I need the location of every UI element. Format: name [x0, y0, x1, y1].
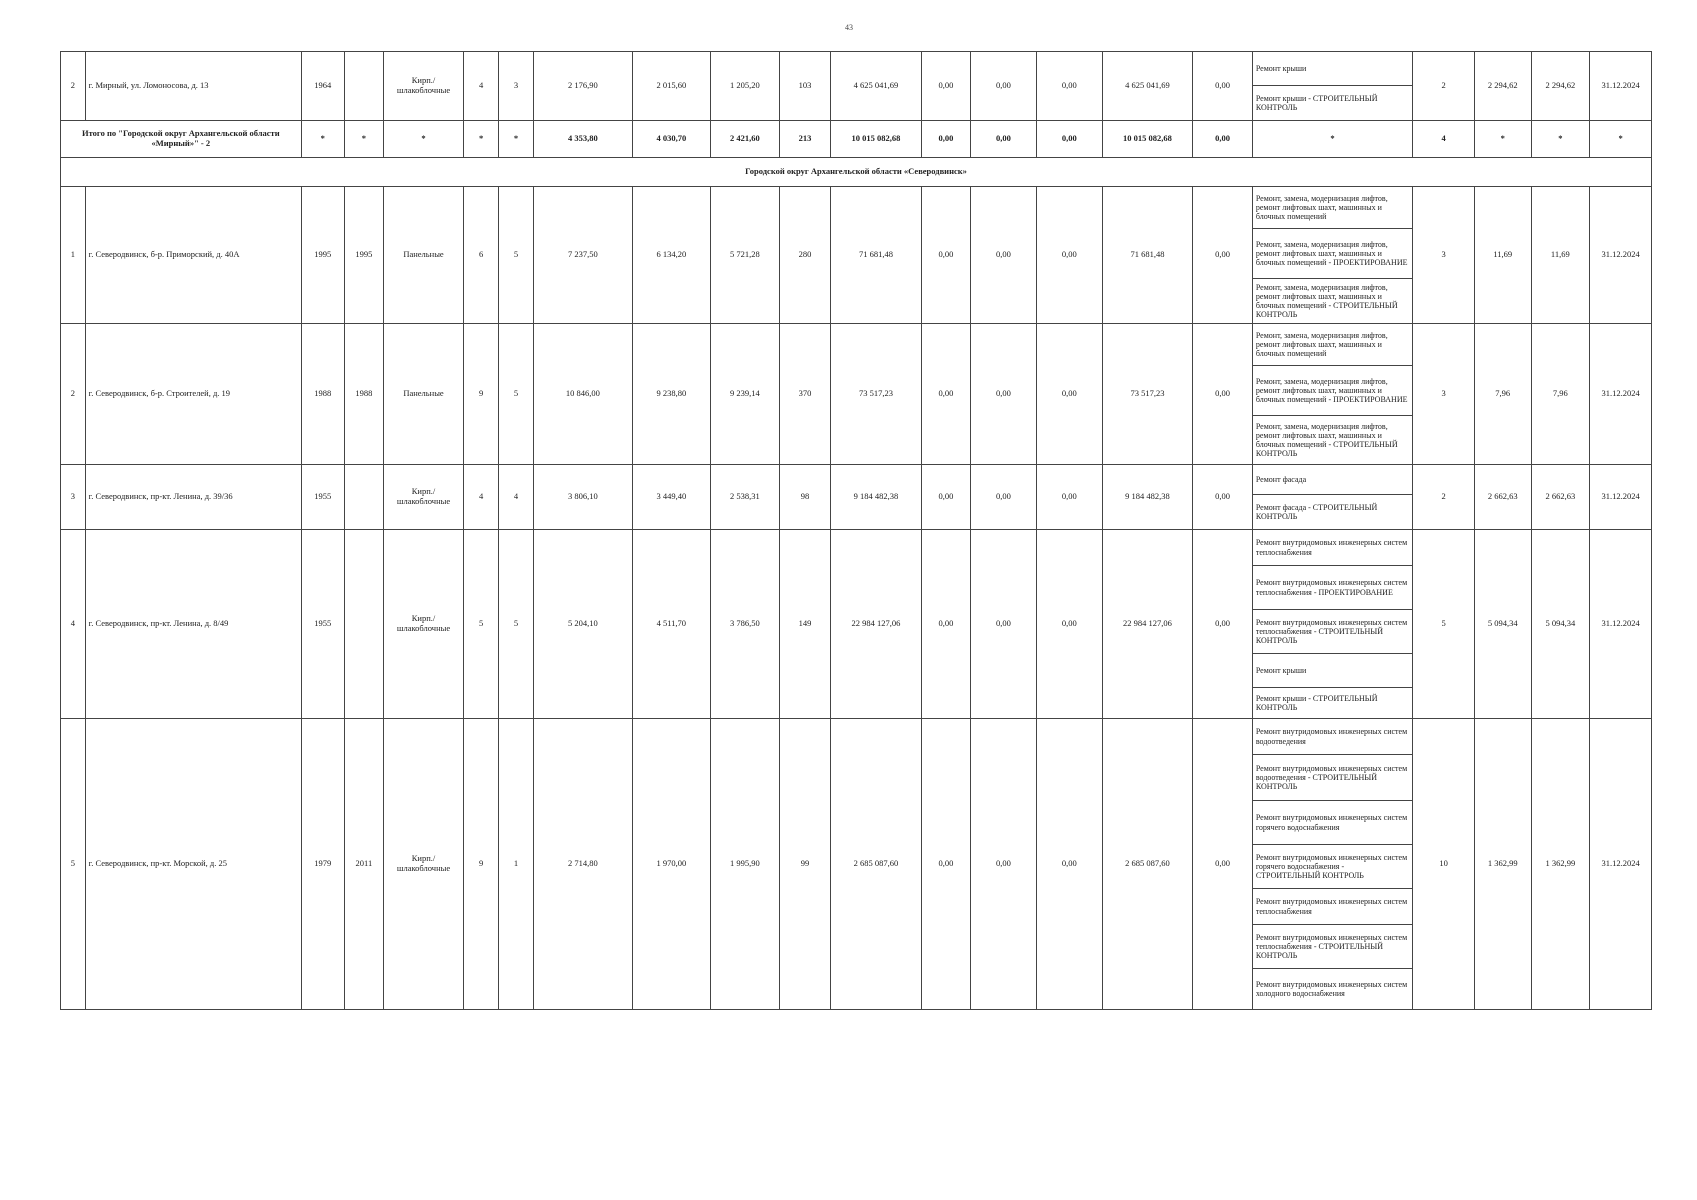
work-item: Ремонт крыши [1253, 52, 1412, 86]
work-item: Ремонт, замена, модернизация лифтов, ремонт лифтовых шахт, машинных и блочных помещений - СТРОИТЕЛЬНЫЙ КОНТРОЛЬ [1255, 421, 1398, 459]
fund-region-cell: 0,00 [971, 187, 1037, 324]
total-limit-cost-cell: * [1531, 121, 1590, 158]
floors-cell: 5 [464, 530, 499, 719]
total-cost-total-cell: 10 015 082,68 [831, 121, 922, 158]
unit-cost-cell: 1 362,99 [1474, 719, 1531, 1010]
floors-cell: 9 [464, 324, 499, 465]
total-total-area-cell: 4 353,80 [534, 121, 633, 158]
work-item: Ремонт внутридомовых инженерных систем теплоснабжения [1253, 530, 1412, 566]
work-item: Ремонт, замена, модернизация лифтов, ремонт лифтовых шахт, машинных и блочных помещений - СТРОИТЕЛЬНЫЙ КОНТРОЛЬ [1255, 282, 1398, 320]
residents-cell: 98 [779, 465, 830, 530]
total-area-cell: 10 846,00 [534, 324, 633, 465]
area-living-cell: 5 721,28 [710, 187, 779, 324]
area-living-cell: 1 205,20 [710, 52, 779, 121]
row-number-cell: 5 [61, 719, 86, 1010]
limit-cost-cell: 5 094,34 [1531, 530, 1590, 719]
works-cell [1252, 187, 1412, 324]
fund-local-cell: 0,00 [1036, 52, 1102, 121]
fund-region-cell: 0,00 [971, 719, 1037, 1010]
year-built-cell: 1988 [301, 324, 344, 465]
unit-cost-cell: 11,69 [1474, 187, 1531, 324]
year-overhaul-cell: 1988 [344, 324, 383, 465]
cost-total-cell: 73 517,23 [831, 324, 922, 465]
fund-owners-cell: 9 184 482,38 [1102, 465, 1193, 530]
year-built-cell: 1964 [301, 52, 344, 121]
floors-cell: 9 [464, 719, 499, 1010]
works-cell [1252, 719, 1412, 1010]
fund-local-cell: 0,00 [1036, 719, 1102, 1010]
section-row [61, 158, 1652, 187]
fund-local-cell: 0,00 [1036, 324, 1102, 465]
works-cell [1252, 465, 1412, 530]
work-item: Ремонт внутридомовых инженерных систем водоотведения [1253, 719, 1412, 755]
address-cell: г. Северодвинск, пр-кт. Ленина, д. 39/36 [85, 465, 301, 530]
year-overhaul-cell [344, 52, 383, 121]
year-built-cell: 1979 [301, 719, 344, 1010]
fund-local-cell: 0,00 [1036, 530, 1102, 719]
fund-owners-cell: 71 681,48 [1102, 187, 1193, 324]
cost-total-cell: 9 184 482,38 [831, 465, 922, 530]
fund-federal-cell: 0,00 [921, 52, 970, 121]
address-cell: г. Мирный, ул. Ломоносова, д. 13 [85, 52, 301, 121]
row-number-cell: 2 [61, 324, 86, 465]
fund-other-cell: 0,00 [1193, 324, 1253, 465]
total-fund-local-cell: 0,00 [1036, 121, 1102, 158]
wall-material-cell: Кирп./шлакоблочные [383, 52, 463, 121]
entrances-cell: 5 [499, 530, 534, 719]
work-item: Ремонт внутридомовых инженерных систем водоотведения - СТРОИТЕЛЬНЫЙ КОНТРОЛЬ [1253, 755, 1412, 801]
address-cell: г. Северодвинск, б-р. Приморский, д. 40А [85, 187, 301, 324]
floors-cell: 4 [464, 52, 499, 121]
entrances-cell: 4 [499, 465, 534, 530]
total-year-built-cell: * [301, 121, 344, 158]
entrances-cell: 5 [499, 187, 534, 324]
area-living-cell: 2 538,31 [710, 465, 779, 530]
work-count-cell: 5 [1413, 530, 1475, 719]
total-area-premises-cell: 4 030,70 [632, 121, 710, 158]
table-row [61, 187, 1652, 324]
area-premises-cell: 4 511,70 [632, 530, 710, 719]
year-built-cell: 1955 [301, 530, 344, 719]
deadline-cell: 31.12.2024 [1590, 324, 1652, 465]
fund-other-cell: 0,00 [1193, 719, 1253, 1010]
row-number-cell: 4 [61, 530, 86, 719]
overhaul-program-table [60, 51, 1652, 1010]
area-premises-cell: 2 015,60 [632, 52, 710, 121]
table-row [61, 324, 1652, 465]
section-title: Городской округ Архангельской области «Северодвинск» [61, 158, 1652, 187]
fund-federal-cell: 0,00 [921, 465, 970, 530]
cost-total-cell: 71 681,48 [831, 187, 922, 324]
row-number-cell: 2 [61, 52, 86, 121]
fund-other-cell: 0,00 [1193, 465, 1253, 530]
cost-total-cell: 22 984 127,06 [831, 530, 922, 719]
fund-other-cell: 0,00 [1193, 187, 1253, 324]
year-built-cell: 1995 [301, 187, 344, 324]
works-cell [1252, 52, 1412, 121]
area-premises-cell: 3 449,40 [632, 465, 710, 530]
total-area-cell: 3 806,10 [534, 465, 633, 530]
limit-cost-cell: 2 662,63 [1531, 465, 1590, 530]
limit-cost-cell: 11,69 [1531, 187, 1590, 324]
unit-cost-cell: 2 294,62 [1474, 52, 1531, 121]
work-item: Ремонт крыши - СТРОИТЕЛЬНЫЙ КОНТРОЛЬ [1255, 93, 1378, 112]
fund-federal-cell: 0,00 [921, 187, 970, 324]
unit-cost-cell: 7,96 [1474, 324, 1531, 465]
wall-material-cell: Кирп./шлакоблочные [383, 719, 463, 1010]
year-overhaul-cell: 1995 [344, 187, 383, 324]
residents-cell: 99 [779, 719, 830, 1010]
residents-cell: 370 [779, 324, 830, 465]
row-number-cell: 1 [61, 187, 86, 324]
address-cell: г. Северодвинск, пр-кт. Ленина, д. 8/49 [85, 530, 301, 719]
total-residents-cell: 213 [779, 121, 830, 158]
total-wall-material-cell: * [383, 121, 463, 158]
total-area-cell: 2 714,80 [534, 719, 633, 1010]
total-area-living-cell: 2 421,60 [710, 121, 779, 158]
year-overhaul-cell [344, 465, 383, 530]
area-living-cell: 1 995,90 [710, 719, 779, 1010]
works-cell [1252, 324, 1412, 465]
total-works-cell: * [1252, 121, 1412, 158]
fund-other-cell: 0,00 [1193, 52, 1253, 121]
fund-region-cell: 0,00 [971, 324, 1037, 465]
work-item: Ремонт фасада [1253, 465, 1412, 495]
wall-material-cell: Кирп./шлакоблочные [383, 530, 463, 719]
unit-cost-cell: 2 662,63 [1474, 465, 1531, 530]
work-count-cell: 2 [1413, 465, 1475, 530]
limit-cost-cell: 1 362,99 [1531, 719, 1590, 1010]
wall-material-cell: Панельные [383, 324, 463, 465]
total-work-count-cell: 4 [1413, 121, 1475, 158]
cost-total-cell: 2 685 087,60 [831, 719, 922, 1010]
fund-local-cell: 0,00 [1036, 187, 1102, 324]
table-row [61, 52, 1652, 121]
work-item: Ремонт, замена, модернизация лифтов, ремонт лифтовых шахт, машинных и блочных помещений [1253, 187, 1412, 229]
year-built-cell: 1955 [301, 465, 344, 530]
cost-total-cell: 4 625 041,69 [831, 52, 922, 121]
deadline-cell: 31.12.2024 [1590, 52, 1652, 121]
deadline-cell: 31.12.2024 [1590, 530, 1652, 719]
residents-cell: 280 [779, 187, 830, 324]
unit-cost-cell: 5 094,34 [1474, 530, 1531, 719]
floors-cell: 4 [464, 465, 499, 530]
limit-cost-cell: 7,96 [1531, 324, 1590, 465]
fund-other-cell: 0,00 [1193, 530, 1253, 719]
work-item: Ремонт внутридомовых инженерных систем теплоснабжения [1253, 889, 1412, 925]
floors-cell: 6 [464, 187, 499, 324]
year-overhaul-cell: 2011 [344, 719, 383, 1010]
total-area-cell: 5 204,10 [534, 530, 633, 719]
fund-owners-cell: 22 984 127,06 [1102, 530, 1193, 719]
total-deadline-cell: * [1590, 121, 1652, 158]
work-count-cell: 2 [1413, 52, 1475, 121]
table-row [61, 530, 1652, 719]
total-fund-other-cell: 0,00 [1193, 121, 1253, 158]
wall-material-cell: Панельные [383, 187, 463, 324]
work-count-cell: 3 [1413, 187, 1475, 324]
total-area-cell: 2 176,90 [534, 52, 633, 121]
fund-owners-cell: 2 685 087,60 [1102, 719, 1193, 1010]
address-cell: г. Северодвинск, б-р. Строителей, д. 19 [85, 324, 301, 465]
fund-owners-cell: 73 517,23 [1102, 324, 1193, 465]
work-item: Ремонт внутридомовых инженерных систем теплоснабжения - СТРОИТЕЛЬНЫЙ КОНТРОЛЬ [1253, 925, 1412, 969]
table-row [61, 465, 1652, 530]
work-item: Ремонт внутридомовых инженерных систем теплоснабжения - ПРОЕКТИРОВАНИЕ [1253, 566, 1412, 610]
fund-federal-cell: 0,00 [921, 530, 970, 719]
work-item: Ремонт внутридомовых инженерных систем теплоснабжения - СТРОИТЕЛЬНЫЙ КОНТРОЛЬ [1253, 610, 1412, 654]
limit-cost-cell: 2 294,62 [1531, 52, 1590, 121]
total-fund-region-cell: 0,00 [971, 121, 1037, 158]
area-living-cell: 3 786,50 [710, 530, 779, 719]
works-cell [1252, 530, 1412, 719]
row-number-cell: 3 [61, 465, 86, 530]
area-premises-cell: 1 970,00 [632, 719, 710, 1010]
work-item: Ремонт, замена, модернизация лифтов, ремонт лифтовых шахт, машинных и блочных помещений [1253, 324, 1412, 366]
entrances-cell: 1 [499, 719, 534, 1010]
total-floors-cell: * [464, 121, 499, 158]
work-count-cell: 3 [1413, 324, 1475, 465]
area-living-cell: 9 239,14 [710, 324, 779, 465]
area-premises-cell: 6 134,20 [632, 187, 710, 324]
work-item: Ремонт внутридомовых инженерных систем горячего водоснабжения [1253, 801, 1412, 845]
total-entrances-cell: * [499, 121, 534, 158]
fund-owners-cell: 4 625 041,69 [1102, 52, 1193, 121]
fund-federal-cell: 0,00 [921, 719, 970, 1010]
deadline-cell: 31.12.2024 [1590, 187, 1652, 324]
work-item: Ремонт внутридомовых инженерных систем горячего водоснабжения - СТРОИТЕЛЬНЫЙ КОНТРОЛЬ [1253, 845, 1412, 889]
entrances-cell: 5 [499, 324, 534, 465]
work-item: Ремонт, замена, модернизация лифтов, ремонт лифтовых шахт, машинных и блочных помещений - ПРОЕКТИРОВАНИЕ [1253, 366, 1412, 416]
page-number: 43 [845, 23, 853, 32]
total-row [61, 121, 1652, 158]
residents-cell: 103 [779, 52, 830, 121]
work-item: Ремонт, замена, модернизация лифтов, ремонт лифтовых шахт, машинных и блочных помещений - ПРОЕКТИРОВАНИЕ [1253, 229, 1412, 279]
fund-local-cell: 0,00 [1036, 465, 1102, 530]
residents-cell: 149 [779, 530, 830, 719]
work-item: Ремонт внутридомовых инженерных систем холодного водоснабжения [1255, 979, 1408, 998]
total-year-overhaul-cell: * [344, 121, 383, 158]
work-item: Ремонт крыши - СТРОИТЕЛЬНЫЙ КОНТРОЛЬ [1255, 693, 1378, 712]
total-fund-owners-cell: 10 015 082,68 [1102, 121, 1193, 158]
total-area-cell: 7 237,50 [534, 187, 633, 324]
deadline-cell: 31.12.2024 [1590, 465, 1652, 530]
fund-region-cell: 0,00 [971, 530, 1037, 719]
total-unit-cost-cell: * [1474, 121, 1531, 158]
fund-region-cell: 0,00 [971, 465, 1037, 530]
work-count-cell: 10 [1413, 719, 1475, 1010]
work-item: Ремонт фасада - СТРОИТЕЛЬНЫЙ КОНТРОЛЬ [1255, 502, 1378, 521]
wall-material-cell: Кирп./шлакоблочные [383, 465, 463, 530]
area-premises-cell: 9 238,80 [632, 324, 710, 465]
deadline-cell: 31.12.2024 [1590, 719, 1652, 1010]
table-row [61, 719, 1652, 1010]
address-cell: г. Северодвинск, пр-кт. Морской, д. 25 [85, 719, 301, 1010]
total-label-cell: Итого по "Городской округ Архангельской области «Мирный»" - 2 [61, 121, 302, 158]
table-body [61, 52, 1652, 1010]
entrances-cell: 3 [499, 52, 534, 121]
fund-region-cell: 0,00 [971, 52, 1037, 121]
year-overhaul-cell [344, 530, 383, 719]
fund-federal-cell: 0,00 [921, 324, 970, 465]
total-fund-federal-cell: 0,00 [921, 121, 970, 158]
work-item: Ремонт крыши [1253, 654, 1412, 688]
